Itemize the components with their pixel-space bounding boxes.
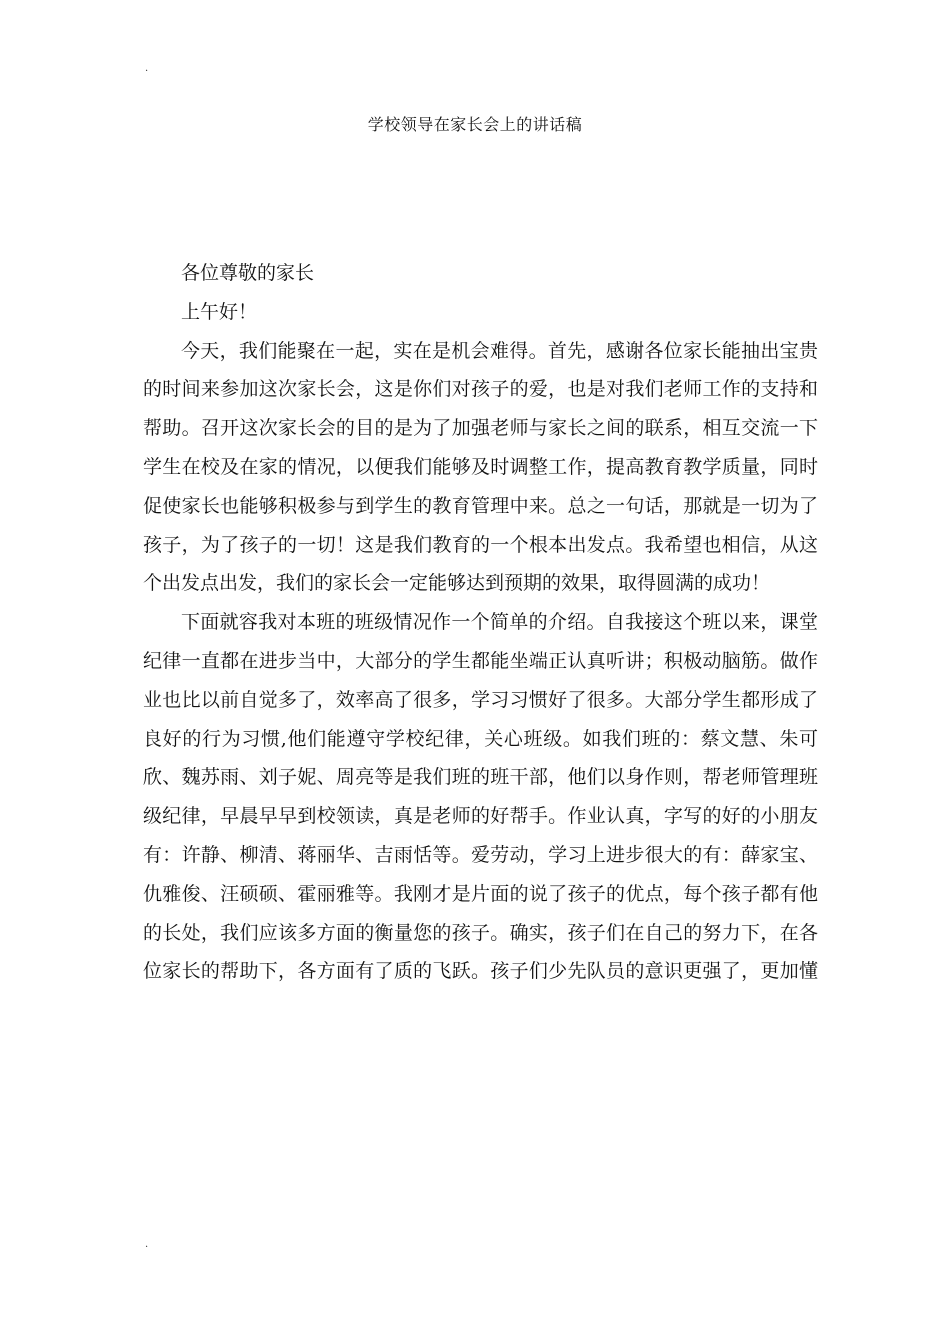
footer-mark: .: [145, 1239, 149, 1250]
document-title: 学校领导在家长会上的讲话稿: [367, 115, 583, 134]
greeting: 上午好！: [181, 300, 258, 323]
header-mark: .: [145, 63, 149, 74]
document-body: [143, 254, 818, 991]
paragraph-intro: 今天，我们能聚在一起，实在是机会难得。首先，感谢各位家长能抽出宝贵的时间来参加这次家长会，这是你们对孩子的爱，也是对我们老师工作的支持和帮助。召开这次家长会的目的是为了加强老师与家长之间的联系，相互交流一下学生在校及在家的情况，以便我们能够及时调整工作，提高教育教学质量，同时促使家长也能够积极参与到学生的教育管理中来。总之一句话，那就是一切为了孩子，为了孩子的一切！这是我们教育的一个根本出发点。我希望也相信，从这个出发点出发，我们的家长会一定能够达到预期的效果，取得圆满的成功！: [143, 339, 818, 595]
paragraph-class-situation: 下面就容我对本班的班级情况作一个简单的介绍。自我接这个班以来，课堂纪律一直都在进步当中，大部分的学生都能坐端正认真听讲；积极动脑筋。做作业也比以前自觉多了，效率高了很多，学习习惯好了很多。大部分学生都形成了良好的行为习惯,他们能遵守学校纪律，关心班级。如我们班的：蔡文慧、朱可欣、魏苏雨、刘子妮、周亮等是我们班的班干部，他们以身作则，帮老师管理班级纪律，早晨早早到校领读，真是老师的好帮手。作业认真，字写的好的小朋友有：许静、柳清、蒋丽华、吉雨恬等。爱劳动，学习上进步很大的有：薛家宝、仇雅俊、汪硕硕、霍丽雅等。我刚才是片面的说了孩子的优点，每个孩子都有他的长处，我们应该多方面的衡量您的孩子。确实，孩子们在自己的努力下，在各位家长的帮助下，各方面有了质的飞跃。孩子们少先队员的意识更强了，更加懂: [143, 611, 818, 983]
salutation: 各位尊敬的家长: [181, 262, 315, 284]
